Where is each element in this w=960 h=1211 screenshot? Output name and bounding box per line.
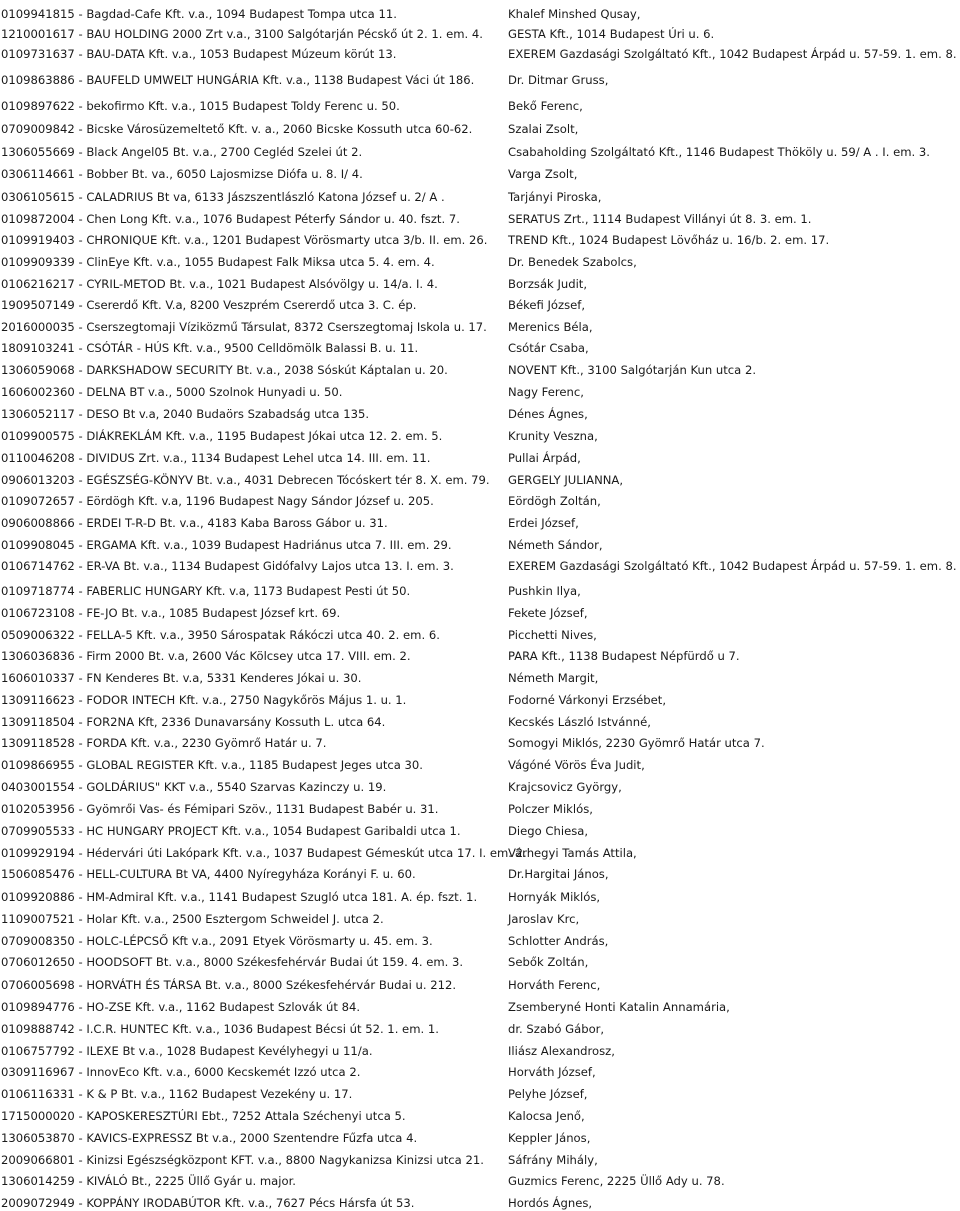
company-entry: 0106116331 - K & P Bt. v.a., 1162 Budapest Vezekény u. 17. (1, 1087, 353, 1101)
liquidator-entry: Nagy Ferenc, (508, 385, 584, 399)
liquidator-entry: Diego Chiesa, (508, 824, 589, 838)
liquidator-entry: Schlotter András, (508, 934, 609, 948)
liquidator-entry: Somogyi Miklós, 2230 Gyömrő Határ utca 7. (508, 736, 765, 750)
liquidator-entry: Picchetti Nives, (508, 628, 597, 642)
list-item (0, 823, 960, 839)
company-entry: 0109941815 - Bagdad-Cafe Kft. v.a., 1094 Budapest Tompa utca 11. (1, 7, 397, 21)
company-entry: 1109007521 - Holar Kft. v.a., 2500 Esztergom Schweidel J. utca 2. (1, 912, 384, 926)
liquidator-entry: Horváth József, (508, 1065, 596, 1079)
company-entry: 0109888742 - I.C.R. HUNTEC Kft. v.a., 1036 Budapest Bécsi út 52. 1. em. 1. (1, 1022, 439, 1036)
list-item (0, 627, 960, 643)
company-entry: 0106757792 - ILEXE Bt v.a., 1028 Budapest Kevélyhegyi u 11/a. (1, 1044, 373, 1058)
company-entry: 2016000035 - Cserszegtomaji Víziközmű Társulat, 8372 Cserszegtomaj Iskola u. 17. (1, 320, 487, 334)
company-entry: 0709905533 - HC HUNGARY PROJECT Kft. v.a., 1054 Budapest Garibaldi utca 1. (1, 824, 461, 838)
company-entry: 0109731637 - BAU-DATA Kft. v.a., 1053 Budapest Múzeum körút 13. (1, 47, 397, 61)
liquidator-entry: dr. Szabó Gábor, (508, 1022, 605, 1036)
company-entry: 0109866955 - GLOBAL REGISTER Kft. v.a., 1185 Budapest Jeges utca 30. (1, 758, 423, 772)
list-item (0, 428, 960, 444)
company-entry: 0109908045 - ERGAMA Kft. v.a., 1039 Budapest Hadriánus utca 7. III. em. 29. (1, 538, 452, 552)
liquidator-entry: Németh Sándor, (508, 538, 603, 552)
liquidator-entry: Zsemberyné Honti Katalin Annamária, (508, 1000, 730, 1014)
list-item (0, 954, 960, 970)
liquidator-entry: GERGELY JULIANNA, (508, 473, 624, 487)
company-entry: 2009066801 - Kinizsi Egészségközpont KFT. v.a., 8800 Nagykanizsa Kinizsi utca 21. (1, 1153, 484, 1167)
list-item (0, 98, 960, 114)
list-item (0, 911, 960, 927)
company-entry: 0109929194 - Hédervári úti Lakópark Kft. v.a., 1037 Budapest Gémeskút utca 17. I. em. 2. (1, 846, 527, 860)
liquidator-entry: Sáfrány Mihály, (508, 1153, 598, 1167)
company-entry: 1210001617 - BAU HOLDING 2000 Zrt v.a., 3100 Salgótarján Pécskő út 2. 1. em. 4. (1, 27, 483, 41)
company-entry: 1909507149 - Csererdő Kft. V.a, 8200 Veszprém Csererdő utca 3. C. ép. (1, 298, 417, 312)
company-entry: 1606010337 - FN Kenderes Bt. v.a, 5331 Kenderes Jókai u. 30. (1, 671, 362, 685)
company-entry: 0106723108 - FE-JO Bt. v.a., 1085 Budapest József krt. 69. (1, 606, 341, 620)
liquidator-entry: Sebők Zoltán, (508, 955, 589, 969)
list-item (0, 406, 960, 422)
liquidator-entry: SERATUS Zrt., 1114 Budapest Villányi út 8. 3. em. 1. (508, 212, 812, 226)
company-entry: 0109872004 - Chen Long Kft. v.a., 1076 Budapest Péterfy Sándor u. 40. fszt. 7. (1, 212, 460, 226)
list-item (0, 735, 960, 751)
liquidator-entry: Tarjányi Piroska, (508, 190, 602, 204)
company-entry: 1306052117 - DESO Bt v.a, 2040 Budaörs Szabadság utca 135. (1, 407, 370, 421)
list-item (0, 515, 960, 531)
list-item (0, 72, 960, 88)
list-item (0, 121, 960, 137)
company-entry: 0706005698 - HORVÁTH ÉS TÁRSA Bt. v.a., 8000 Székesfehérvár Budai u. 212. (1, 978, 457, 992)
list-item (0, 450, 960, 466)
liquidator-entry: Vágóné Vörös Éva Judit, (508, 758, 645, 772)
liquidator-entry: Dr. Benedek Szabolcs, (508, 255, 637, 269)
list-item (0, 1152, 960, 1168)
company-entry: 1309116623 - FODOR INTECH Kft. v.a., 2750 Nagykőrös Május 1. u. 1. (1, 693, 407, 707)
company-entry: 2009072949 - KOPPÁNY IRODABÚTOR Kft. v.a., 7627 Pécs Hársfa út 53. (1, 1196, 415, 1210)
company-entry: 0106714762 - ER-VA Bt. v.a., 1134 Budapest Gidófalvy Lajos utca 13. I. em. 3. (1, 559, 454, 573)
company-entry: 0309116967 - InnovEco Kft. v.a., 6000 Kecskemét Izzó utca 2. (1, 1065, 361, 1079)
company-entry: 0109920886 - HM-Admiral Kft. v.a., 1141 Budapest Szugló utca 181. A. ép. fszt. 1. (1, 890, 478, 904)
company-entry: 1506085476 - HELL-CULTURA Bt VA, 4400 Nyíregyháza Korányi F. u. 60. (1, 867, 416, 881)
liquidator-entry: Jaroslav Krc, (508, 912, 580, 926)
company-entry: 0706012650 - HOODSOFT Bt. v.a., 8000 Székesfehérvár Budai út 159. 4. em. 3. (1, 955, 464, 969)
company-entry: 0109919403 - CHRONIQUE Kft. v.a., 1201 Budapest Vörösmarty utca 3/b. II. em. 26. (1, 233, 488, 247)
company-entry: 0102053956 - Gyömrői Vas- és Fémipari Szöv., 1131 Budapest Babér u. 31. (1, 802, 439, 816)
list-item (0, 46, 960, 62)
list-item (0, 692, 960, 708)
liquidator-entry: Dénes Ágnes, (508, 407, 588, 421)
company-entry: 1306036836 - Firm 2000 Bt. v.a, 2600 Vác Kölcsey utca 17. VIII. em. 2. (1, 649, 411, 663)
liquidator-entry: PARA Kft., 1138 Budapest Népfürdő u 7. (508, 649, 740, 663)
company-entry: 0109894776 - HO-ZSE Kft. v.a., 1162 Budapest Szlovák út 84. (1, 1000, 361, 1014)
liquidator-entry: Keppler János, (508, 1131, 591, 1145)
company-entry: 0906008866 - ERDEI T-R-D Bt. v.a., 4183 Kaba Baross Gábor u. 31. (1, 516, 388, 530)
liquidator-entry: Merenics Béla, (508, 320, 593, 334)
company-entry: 0106216217 - CYRIL-METOD Bt. v.a., 1021 Budapest Alsóvölgy u. 14/a. I. 4. (1, 277, 438, 291)
list-item (0, 189, 960, 205)
company-entry: 0906013203 - EGÉSZSÉG-KÖNYV Bt. v.a., 4031 Debrecen Tócóskert tér 8. X. em. 79. (1, 473, 490, 487)
list-item (0, 933, 960, 949)
company-entry: 0109863886 - BAUFELD UMWELT HUNGÁRIA Kft. v.a., 1138 Budapest Váci út 186. (1, 73, 475, 87)
list-item (0, 319, 960, 335)
liquidator-entry: Dr. Ditmar Gruss, (508, 73, 609, 87)
list-item (0, 757, 960, 773)
list-item (0, 889, 960, 905)
list-item (0, 558, 960, 574)
company-entry: 1309118504 - FOR2NA Kft, 2336 Dunavarsány Kossuth L. utca 64. (1, 715, 386, 729)
liquidator-entry: Pullai Árpád, (508, 451, 581, 465)
liquidator-entry: Iliász Alexandrosz, (508, 1044, 615, 1058)
list-item (0, 648, 960, 664)
liquidator-entry: Hordós Ágnes, (508, 1196, 593, 1210)
liquidator-entry: EXEREM Gazdasági Szolgáltató Kft., 1042 Budapest Árpád u. 57-59. 1. em. 8. (508, 559, 957, 573)
liquidator-entry: Békefi József, (508, 298, 586, 312)
liquidator-entry: Horváth Ferenc, (508, 978, 601, 992)
company-entry: 0403001554 - GOLDÁRIUS" KKT v.a., 5540 Szarvas Kazinczy u. 19. (1, 780, 387, 794)
liquidator-entry: TREND Kft., 1024 Budapest Lövőház u. 16/b. 2. em. 17. (508, 233, 830, 247)
liquidator-entry: Csótár Csaba, (508, 341, 589, 355)
liquidator-entry: Guzmics Ferenc, 2225 Üllő Ady u. 78. (508, 1174, 725, 1188)
list-item (0, 340, 960, 356)
list-item (0, 1173, 960, 1189)
list-item (0, 297, 960, 313)
list-item (0, 845, 960, 861)
company-entry: 0109909339 - ClinEye Kft. v.a., 1055 Budapest Falk Miksa utca 5. 4. em. 4. (1, 255, 435, 269)
company-entry: 0110046208 - DIVIDUS Zrt. v.a., 1134 Budapest Lehel utca 14. III. em. 11. (1, 451, 431, 465)
list-item (0, 472, 960, 488)
liquidator-entry: Fekete József, (508, 606, 588, 620)
liquidator-entry: Krunity Veszna, (508, 429, 598, 443)
liquidator-entry: Polczer Miklós, (508, 802, 593, 816)
liquidator-entry: Khalef Minshed Qusay, (508, 7, 641, 21)
list-item (0, 6, 960, 22)
liquidator-entry: Várhegyi Tamás Attila, (508, 846, 637, 860)
liquidator-entry: NOVENT Kft., 3100 Salgótarján Kun utca 2. (508, 363, 757, 377)
company-entry: 1715000020 - KAPOSKERESZTÚRI Ebt., 7252 Attala Széchenyi utca 5. (1, 1109, 406, 1123)
liquidator-entry: Pushkin Ilya, (508, 584, 581, 598)
list-item (0, 232, 960, 248)
liquidator-entry: Kecskés László Istvánné, (508, 715, 651, 729)
liquidator-entry: GESTA Kft., 1014 Budapest Úri u. 6. (508, 27, 715, 41)
liquidator-entry: Szalai Zsolt, (508, 122, 579, 136)
list-item (0, 1130, 960, 1146)
list-item (0, 276, 960, 292)
company-entry: 1809103241 - CSÓTÁR - HÚS Kft. v.a., 9500 Celldömölk Balassi B. u. 11. (1, 341, 419, 355)
list-item (0, 362, 960, 378)
liquidator-entry: Bekő Ferenc, (508, 99, 583, 113)
list-item (0, 166, 960, 182)
list-item (0, 977, 960, 993)
company-entry: 0109718774 - FABERLIC HUNGARY Kft. v.a, 1173 Budapest Pesti út 50. (1, 584, 411, 598)
company-entry: 1306055669 - Black Angel05 Bt. v.a., 2700 Cegléd Szelei út 2. (1, 145, 363, 159)
list-item (0, 493, 960, 509)
list-item (0, 999, 960, 1015)
list-item (0, 1108, 960, 1124)
list-item (0, 1064, 960, 1080)
liquidator-entry: Borzsák Judit, (508, 277, 588, 291)
company-entry: 1306014259 - KIVÁLÓ Bt., 2225 Üllő Gyár u. major. (1, 1174, 296, 1188)
liquidator-entry: Eördögh Zoltán, (508, 494, 601, 508)
list-item (0, 384, 960, 400)
liquidator-entry: Hornyák Miklós, (508, 890, 601, 904)
list-item (0, 1021, 960, 1037)
company-entry: 1606002360 - DELNA BT v.a., 5000 Szolnok Hunyadi u. 50. (1, 385, 343, 399)
list-item (0, 779, 960, 795)
company-entry: 1306053870 - KAVICS-EXPRESSZ Bt v.a., 2000 Szentendre Fűzfa utca 4. (1, 1131, 418, 1145)
liquidator-entry: Krajcsovicz György, (508, 780, 622, 794)
company-entry: 1309118528 - FORDA Kft. v.a., 2230 Gyömrő Határ u. 7. (1, 736, 327, 750)
list-item (0, 1086, 960, 1102)
list-item (0, 211, 960, 227)
list-item (0, 1043, 960, 1059)
list-item (0, 254, 960, 270)
liquidator-entry: EXEREM Gazdasági Szolgáltató Kft., 1042 Budapest Árpád u. 57-59. 1. em. 8. (508, 47, 957, 61)
liquidator-entry: Fodorné Várkonyi Erzsébet, (508, 693, 667, 707)
list-item (0, 537, 960, 553)
list-item (0, 26, 960, 42)
company-entry: 0709009842 - Bicske Városüzemeltető Kft. v. a., 2060 Bicske Kossuth utca 60-62. (1, 122, 473, 136)
company-entry: 0509006322 - FELLA-5 Kft. v.a., 3950 Sárospatak Rákóczi utca 40. 2. em. 6. (1, 628, 440, 642)
list-item (0, 144, 960, 160)
list-item (0, 583, 960, 599)
liquidator-entry: Kalocsa Jenő, (508, 1109, 585, 1123)
list-item (0, 1195, 960, 1211)
list-item (0, 670, 960, 686)
liquidator-entry: Varga Zsolt, (508, 167, 578, 181)
company-entry: 0109072657 - Eördögh Kft. v.a, 1196 Budapest Nagy Sándor József u. 205. (1, 494, 434, 508)
company-entry: 0709008350 - HOLC-LÉPCSŐ Kft v.a., 2091 Etyek Vörösmarty u. 45. em. 3. (1, 934, 433, 948)
list-item (0, 866, 960, 882)
company-entry: 0109897622 - bekofirmo Kft. v.a., 1015 Budapest Toldy Ferenc u. 50. (1, 99, 400, 113)
liquidator-entry: Csabaholding Szolgáltató Kft., 1146 Budapest Thököly u. 59/ A . I. em. 3. (508, 145, 930, 159)
list-item (0, 801, 960, 817)
liquidator-entry: Pelyhe József, (508, 1087, 588, 1101)
company-entry: 1306059068 - DARKSHADOW SECURITY Bt. v.a., 2038 Sóskút Káptalan u. 20. (1, 363, 448, 377)
list-item (0, 605, 960, 621)
liquidator-entry: Erdei József, (508, 516, 579, 530)
liquidator-entry: Dr.Hargitai János, (508, 867, 609, 881)
company-entry: 0306105615 - CALADRIUS Bt va, 6133 Jászszentlászló Katona József u. 2/ A . (1, 190, 445, 204)
list-item (0, 714, 960, 730)
company-entry: 0109900575 - DIÁKREKLÁM Kft. v.a., 1195 Budapest Jókai utca 12. 2. em. 5. (1, 429, 443, 443)
company-entry: 0306114661 - Bobber Bt. va., 6050 Lajosmizse Diófa u. 8. I/ 4. (1, 167, 363, 181)
liquidator-entry: Németh Margit, (508, 671, 599, 685)
